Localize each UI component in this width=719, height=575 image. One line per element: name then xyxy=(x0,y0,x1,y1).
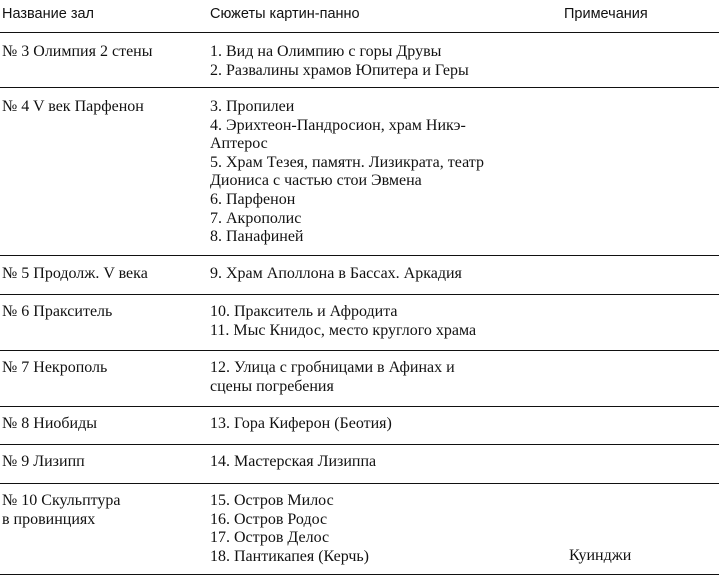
subject-line: 12. Улица с гробницами в Афинах и xyxy=(210,359,455,376)
subject-line: 17. Остров Делос xyxy=(210,529,330,547)
subjects-cell xyxy=(210,415,560,434)
subject-line: 1. Вид на Олимпию с горы Друвы xyxy=(210,43,442,60)
subject-line: сцены погребения xyxy=(210,377,334,395)
subject-line: 13. Гора Киферон (Беотия) xyxy=(210,415,392,432)
table-row xyxy=(0,295,719,351)
subject-line: 8. Панафиней xyxy=(210,228,304,246)
hall-name-cell xyxy=(2,43,202,62)
table-row xyxy=(0,407,719,445)
subject-line: 7. Акрополис xyxy=(210,209,302,227)
subjects-cell xyxy=(210,492,560,566)
subject-line: 18. Пантикапея (Керчь) xyxy=(210,547,369,565)
subject-line: 10. Пракситель и Афродита xyxy=(210,303,398,320)
table-row xyxy=(0,445,719,484)
hall-name-cell xyxy=(2,303,202,322)
table-row xyxy=(0,484,719,575)
subject-line: 14. Мастерская Лизиппа xyxy=(210,453,377,470)
subject-line: 16. Остров Родос xyxy=(210,510,328,528)
table-row xyxy=(0,88,719,256)
hall-name-cell xyxy=(2,359,202,378)
subjects-cell xyxy=(210,265,560,284)
hall-name-line: № 5 Продолж. V века xyxy=(2,265,148,282)
subject-line: 4. Эрихтеон-Пандросион, храм Никэ- xyxy=(210,116,466,134)
hall-name-cell xyxy=(2,492,202,529)
header-notes: Примечания xyxy=(564,6,648,22)
hall-name-line: № 8 Ниобиды xyxy=(2,415,97,432)
header-panel-subjects: Сюжеты картин-панно xyxy=(210,6,360,22)
hall-name-cell xyxy=(2,453,202,472)
hall-name-line: № 9 Лизипп xyxy=(2,453,85,470)
subjects-cell xyxy=(210,98,560,247)
subjects-cell xyxy=(210,359,560,396)
subject-line: 11. Мыс Книдос, место круглого храма xyxy=(210,321,477,339)
hall-name-line: № 7 Некрополь xyxy=(2,359,108,376)
hall-name-cell xyxy=(2,98,202,117)
hall-name-line: № 6 Пракситель xyxy=(2,303,113,320)
subject-line: 2. Развалины храмов Юпитера и Геры xyxy=(210,61,469,79)
subject-line: 9. Храм Аполлона в Бассах. Аркадия xyxy=(210,265,462,282)
hall-name-line: № 4 V век Парфенон xyxy=(2,98,144,115)
subject-line: Аптерос xyxy=(210,135,268,153)
table-row xyxy=(0,33,719,88)
table-header xyxy=(0,0,719,33)
hall-name-line: в провинциях xyxy=(2,510,96,528)
subjects-cell xyxy=(210,453,560,472)
notes-cell: Куинджи xyxy=(569,547,632,564)
hall-name-line: № 3 Олимпия 2 стены xyxy=(2,43,153,60)
subject-line: 15. Остров Милос xyxy=(210,492,334,509)
table-row xyxy=(0,351,719,407)
subject-line: Диониса с частью стои Эвмена xyxy=(210,172,422,190)
header-hall-name: Название зал xyxy=(2,6,94,22)
table-row xyxy=(0,256,719,295)
subjects-cell xyxy=(210,43,560,80)
hall-name-line: № 10 Скульптура xyxy=(2,492,121,509)
subjects-cell xyxy=(210,303,560,340)
subject-line: 5. Храм Тезея, памятн. Лизикрата, театр xyxy=(210,153,484,171)
hall-name-cell xyxy=(2,265,202,284)
subject-line: 3. Пропилеи xyxy=(210,98,295,115)
hall-name-cell xyxy=(2,415,202,434)
subject-line: 6. Парфенон xyxy=(210,190,296,208)
